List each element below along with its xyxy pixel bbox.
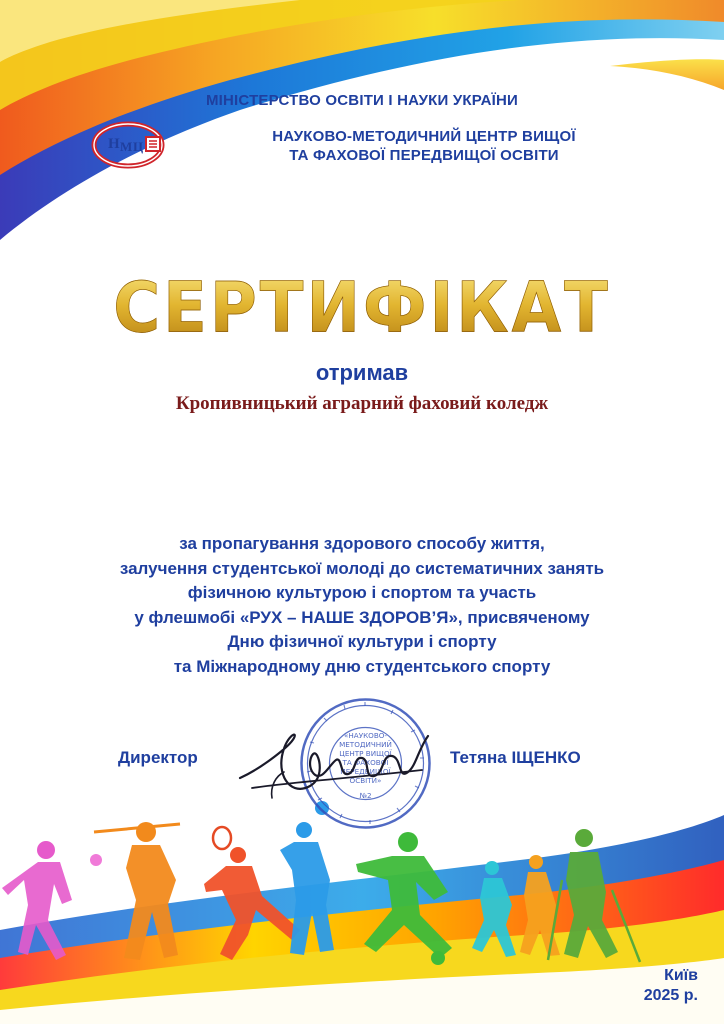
center-name-line1: НАУКОВО-МЕТОДИЧНИЙ ЦЕНТР ВИЩОЇ (272, 128, 576, 145)
center-name-line2: ТА ФАХОВОЇ ПЕРЕДВИЩОЇ ОСВІТИ (289, 147, 559, 164)
svg-text:Н: Н (108, 136, 120, 152)
certificate-title: СЕРТИФІКАТ (0, 269, 724, 349)
svg-text:ТА ФАХОВОЇ: ТА ФАХОВОЇ (342, 758, 389, 767)
award-reason (40, 532, 684, 679)
reason-line: фізичною культурою і спортом та участь (187, 583, 537, 602)
svg-text:МЕТОДИЧНИЙ: МЕТОДИЧНИЙ (339, 740, 392, 749)
svg-text:М: М (120, 139, 133, 154)
director-signature (232, 716, 437, 810)
svg-text:«НАУКОВО-: «НАУКОВО- (343, 731, 388, 740)
reason-line: у флешмобі «РУХ – НАШЕ ЗДОРОВ’Я», присвяченому (134, 607, 590, 627)
reason-line: Дню фізичної культури і спорту (227, 632, 497, 651)
recipient-name: Кропивницький аграрний фаховий коледж (175, 393, 549, 414)
svg-text:ЦЕНТР ВИЩОЇ: ЦЕНТР ВИЩОЇ (339, 749, 392, 758)
reason-line: та Міжнародному дню студентського спорту (173, 656, 551, 676)
reason-line: залучення студентської молоді до систематичних занять (119, 558, 605, 578)
svg-text:ОСВІТИ»: ОСВІТИ» (349, 776, 382, 785)
reason-line: за пропагування здорового способу життя, (179, 534, 545, 553)
ministry-name: МІНІСТЕРСТВО ОСВІТИ І НАУКИ УКРАЇНИ (205, 92, 519, 109)
svg-text:№2: №2 (359, 791, 372, 800)
signatory-position: Директор (118, 748, 198, 767)
place-and-date (644, 966, 698, 1006)
signatory-name: Тетяна ІЩЕНКО (450, 748, 581, 767)
received-label: отримав (315, 360, 409, 385)
svg-text:ПЕРЕДВИЩОЇ: ПЕРЕДВИЩОЇ (340, 767, 391, 776)
year: 2025 р. (643, 987, 698, 1004)
svg-text:Ц: Ц (133, 139, 144, 154)
city: Київ (664, 967, 698, 984)
